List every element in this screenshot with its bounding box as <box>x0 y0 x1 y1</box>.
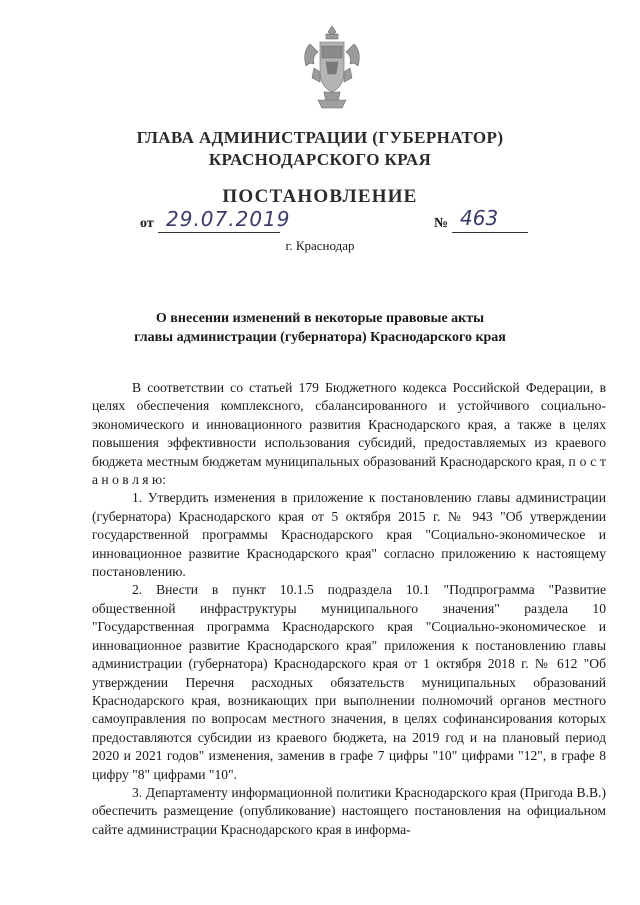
document-type: ПОСТАНОВЛЕНИЕ <box>222 186 418 207</box>
number-prefix: № <box>434 216 449 231</box>
authority-title-line2: КРАСНОДАРСКОГО КРАЯ <box>208 150 432 169</box>
paragraph-3: 3. Департаменту информационной политики Краснодарского края (Пригода В.В.) обеспечить размещение (опубликование) настоящего постановления на официальном сайте администрации Краснодарского края в информа- <box>92 784 606 837</box>
authority-title-line1: ГЛАВА АДМИНИСТРАЦИИ (ГУБЕРНАТОР) <box>136 128 504 147</box>
city: г. Краснодар <box>285 238 355 253</box>
document-title-line2: главы администрации (губернатора) Краснодарского края <box>134 330 506 345</box>
document-date: 29.07.2019 <box>166 207 291 231</box>
document-number: 463 <box>460 206 499 230</box>
paragraph-1: 1. Утвердить изменения в приложение к постановлению главы администрации (губернатора) Краснодарского края от 5 октября 2015 г. № 943 "Об утверждении государственной программы Краснодарского края "Социально-экономическое и инновационное развитие Краснодарского края" согласно приложению к настоящему постановлению. <box>92 490 606 580</box>
paragraph-2: 2. Внести в пункт 10.1.5 подраздела 10.1 "Подпрограмма "Развитие общественной инфраструктуры муниципального значения" раздела 10 "Государственная программа Краснодарского края "Социально-экономическое и инновационное развитие Краснодарского края" приложения к постановлению главы администрации (губернатора) Краснодарского края от 1 октября 2018 г. № 612 "Об утверждении Перечня расходных обязательств муниципальных образований Краснодарского края, возникающих при выполнении полномочий органов местного самоуправления по вопросам местного значения, в целях софинансирования которых предоставляются субсидии из краевого бюджета, на 2019 год и на плановый период 2020 и 2021 годов" изменения, заменив в графе 7 цифры "10" цифрами "12", в графе 8 цифру "8" цифрами "10". <box>92 582 606 782</box>
paragraph-preamble: В соответствии со статьей 179 Бюджетного кодекса Российской Федерации, в целях обеспечения комплексного, сбалансированного и устойчивого социально-экономического и инновационного развития Краснодарского края, а также в целях повышения эффективности использования субсидий, предоставляемых из краевого бюджета местным бюджетам муниципальных образований Краснодарского края, п о с т а н о в л я ю: <box>92 380 606 488</box>
date-prefix: от <box>140 216 154 231</box>
document-body <box>92 379 606 839</box>
coat-of-arms-icon <box>300 22 364 114</box>
document-title-line1: О внесении изменений в некоторые правовые акты <box>155 311 485 326</box>
